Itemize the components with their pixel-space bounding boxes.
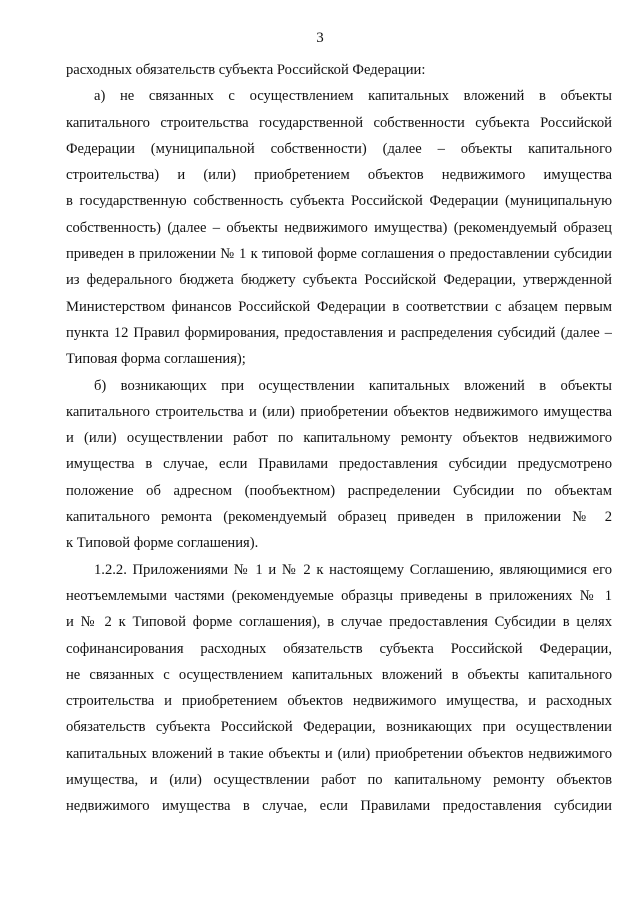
text-line: а) не связанных с осуществлением капитальных вложений в объекты [94,88,612,105]
text-line: в государственную собственность субъекта Российской Федерации (муниципальную [66,193,612,210]
text-line: положение об адресном (пообъектном) распределении Субсидии по объектам [66,482,612,499]
document-body [66,57,612,820]
page-number: 3 [316,30,324,46]
text-line: к Типовой форме соглашения). [66,535,259,552]
text-line: Министерством финансов Российской Федерации в соответствии с абзацем первым [66,298,612,315]
text-line: капитального ремонта (рекомендуемый образец приведен в приложении № 2 [66,509,612,526]
text-line: капитального строительства и (или) приобретении объектов недвижимого имущества [66,403,612,420]
text-line: строительства и приобретением объектов недвижимого имущества, и расходных [66,693,612,710]
text-line: пункта 12 Правил формирования, предоставления и распределения субсидий (далее – [66,324,612,341]
text-line: софинансирования расходных обязательств субъекта Российской Федерации, [66,640,612,657]
text-line: капитальных вложений в такие объекты и (или) приобретении объектов недвижимого [66,745,612,762]
text-line: Типовая форма соглашения); [66,351,246,368]
text-line: не связанных с осуществлением капитальных вложений в объекты капитального [66,666,612,683]
text-line: расходных обязательств субъекта Российской Федерации: [66,62,426,78]
text-line: имущества, и (или) осуществлении работ по капитальному ремонту объектов [66,772,612,789]
text-line: строительства) и (или) приобретением объектов недвижимого имущества [66,167,612,184]
text-line: приведен в приложении № 1 к типовой форме соглашения о предоставлении субсидии [66,246,612,263]
text-line: недвижимого имущества в случае, если Правилами предоставления субсидии [66,798,612,815]
text-line: б) возникающих при осуществлении капитальных вложений в объекты [94,377,612,394]
text-line: неотъемлемыми частями (рекомендуемые образцы приведены в приложениях № 1 [66,587,612,604]
text-line: Федерации (муниципальной собственности) (далее – объекты капитального [66,140,612,157]
text-line: и № 2 к Типовой форме соглашения), в случае предоставления Субсидии в целях [66,614,612,631]
text-line: из федерального бюджета бюджету субъекта Российской Федерации, утвержденной [66,272,612,289]
text-line: собственность) (далее – объекты недвижимого имущества) (рекомендуемый образец [66,219,612,236]
text-line: 1.2.2. Приложениями № 1 и № 2 к настоящему Соглашению, являющимися его [94,561,612,578]
text-line: имущества в случае, если Правилами предоставления субсидии предусмотрено [66,456,612,473]
text-line: обязательств субъекта Российской Федерации, возникающих при осуществлении [66,719,612,736]
text-line: капитального строительства государственной собственности субъекта Российской [66,114,612,131]
text-line: и (или) осуществлении работ по капитальному ремонту объектов недвижимого [66,430,612,447]
